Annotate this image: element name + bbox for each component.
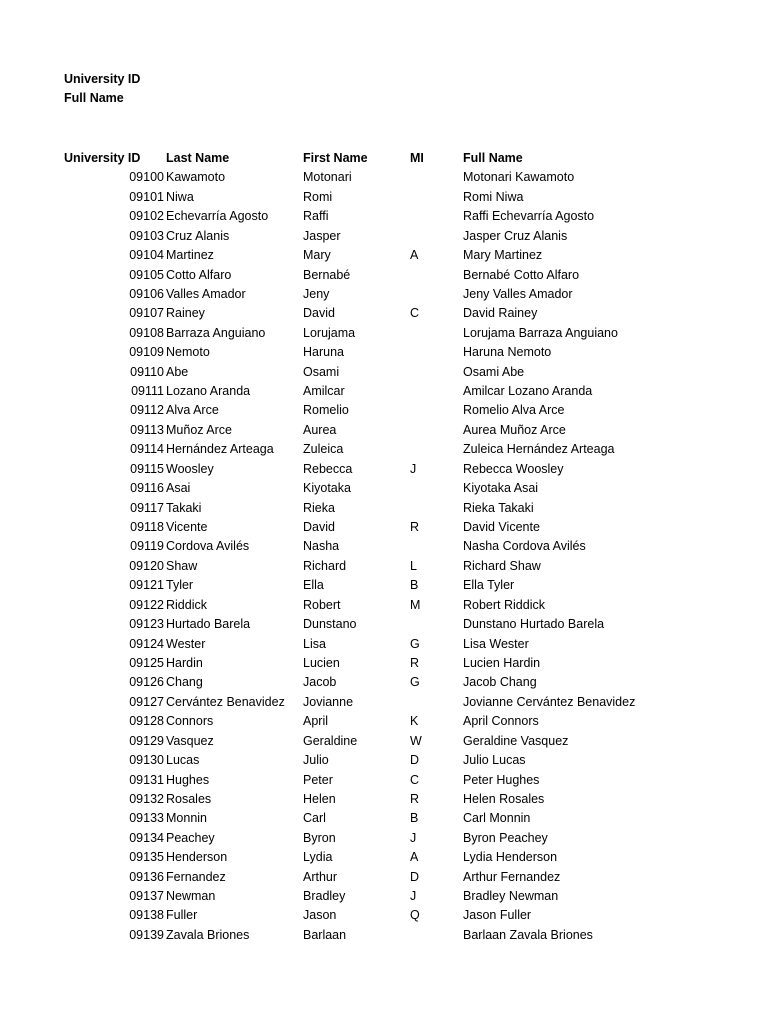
cell-mi: Q (410, 908, 420, 923)
cell-university-id: 09139 (129, 927, 164, 942)
cell-university-id: 09118 (130, 520, 164, 535)
cell-university-id: 09126 (129, 675, 164, 690)
cell-last-name: Cordova Avilés (166, 539, 250, 554)
cell-university-id: 09121 (129, 578, 164, 593)
cell-first-name: Lucien (303, 655, 340, 670)
cell-full-name: Mary Martinez (463, 248, 543, 263)
table-row (64, 887, 744, 906)
cell-full-name: Helen Rosales (463, 791, 545, 806)
cell-mi: W (410, 733, 422, 748)
cell-mi: D (410, 869, 420, 884)
table-row (64, 324, 744, 343)
cell-last-name: Henderson (166, 850, 228, 865)
cell-university-id: 09115 (130, 461, 164, 476)
cell-full-name: April Connors (463, 714, 539, 729)
cell-full-name: Carl Monnin (463, 811, 531, 826)
cell-full-name: Jovianne Cervántez Benavidez (463, 694, 636, 709)
cell-last-name: Fernandez (166, 869, 226, 884)
cell-first-name: Barlaan (303, 927, 347, 942)
cell-last-name: Echevarría Agosto (166, 209, 269, 224)
cell-full-name: Amilcar Lozano Aranda (463, 384, 593, 399)
table-row (64, 343, 744, 362)
cell-last-name: Abe (166, 364, 189, 379)
cell-university-id: 09135 (129, 850, 164, 865)
cell-university-id: 09103 (129, 228, 164, 243)
cell-university-id: 09111 (131, 384, 164, 399)
cell-full-name: Romi Niwa (463, 189, 524, 204)
name-table (64, 149, 744, 945)
table-row (64, 732, 744, 751)
table-row (64, 868, 744, 887)
cell-first-name: Romi (303, 189, 333, 204)
table-row (64, 537, 744, 556)
cell-last-name: Connors (166, 714, 214, 729)
cell-first-name: David (303, 306, 335, 321)
table-row (64, 285, 744, 304)
cell-full-name: Rieka Takaki (463, 500, 534, 515)
cell-full-name: Osami Abe (463, 364, 525, 379)
table-row (64, 557, 744, 576)
cell-first-name: Bradley (303, 889, 346, 904)
cell-university-id: 09113 (130, 422, 164, 437)
cell-university-id: 09116 (130, 481, 164, 496)
cell-first-name: Peter (303, 772, 333, 787)
cell-full-name: Lisa Wester (463, 636, 529, 651)
cell-first-name: Lisa (303, 636, 326, 651)
cell-university-id: 09105 (129, 267, 164, 282)
cell-last-name: Asai (166, 481, 191, 496)
cell-full-name: Bradley Newman (463, 889, 559, 904)
cell-full-name: Rebecca Woosley (463, 461, 564, 476)
cell-mi: M (410, 597, 421, 612)
cell-last-name: Zavala Briones (166, 927, 250, 942)
cell-last-name: Valles Amador (166, 286, 246, 301)
cell-first-name: Rieka (303, 500, 335, 515)
cell-first-name: Rebecca (303, 461, 353, 476)
cell-mi: L (410, 558, 417, 573)
table-row (64, 440, 744, 459)
cell-last-name: Newman (166, 889, 216, 904)
cell-university-id: 09100 (129, 170, 164, 185)
cell-university-id: 09130 (129, 753, 164, 768)
cell-last-name: Barraza Anguiano (166, 325, 266, 340)
table-row (64, 926, 744, 945)
cell-full-name: Nasha Cordova Avilés (463, 539, 586, 554)
table-row (64, 266, 744, 285)
table-row (64, 401, 744, 420)
cell-full-name: Byron Peachey (463, 830, 548, 845)
cell-first-name: Jacob (303, 675, 337, 690)
cell-last-name: Hardin (166, 655, 203, 670)
cell-university-id: 09101 (129, 189, 164, 204)
table-row (64, 460, 744, 479)
cell-last-name: Hughes (166, 772, 210, 787)
cell-university-id: 09127 (129, 694, 164, 709)
cell-mi: J (410, 889, 417, 904)
cell-university-id: 09123 (129, 617, 164, 632)
cell-first-name: David (303, 520, 335, 535)
cell-full-name: Motonari Kawamoto (463, 170, 575, 185)
table-row (64, 906, 744, 925)
cell-university-id: 09129 (129, 733, 164, 748)
cell-last-name: Woosley (166, 461, 214, 476)
cell-full-name: Richard Shaw (463, 558, 541, 573)
table-row (64, 479, 744, 498)
cell-full-name: Robert Riddick (463, 597, 545, 612)
cell-first-name: Amilcar (303, 384, 345, 399)
cell-full-name: Aurea Muñoz Arce (463, 422, 566, 437)
cell-full-name: Jeny Valles Amador (463, 286, 573, 301)
cell-mi: R (410, 791, 420, 806)
cell-first-name: Jasper (303, 228, 341, 243)
cell-mi: C (410, 306, 420, 321)
cell-university-id: 09120 (129, 558, 164, 573)
cell-mi: A (410, 850, 419, 865)
cell-university-id: 09125 (129, 655, 164, 670)
cell-first-name: Zuleica (303, 442, 344, 457)
cell-first-name: Kiyotaka (303, 481, 351, 496)
cell-full-name: Ella Tyler (463, 578, 515, 593)
table-row (64, 188, 744, 207)
cell-last-name: Cruz Alanis (166, 228, 230, 243)
table-row (64, 227, 744, 246)
table-row (64, 615, 744, 634)
cell-mi: C (410, 772, 420, 787)
cell-full-name: Lucien Hardin (463, 655, 541, 670)
cell-university-id: 09108 (129, 325, 164, 340)
cell-first-name: Carl (303, 811, 326, 826)
cell-mi: D (410, 753, 420, 768)
cell-university-id: 09109 (129, 345, 164, 360)
header-first-name: First Name (303, 151, 368, 165)
cell-mi: B (410, 578, 419, 593)
top-label-university-id: University ID (64, 72, 141, 86)
cell-university-id: 09138 (129, 908, 164, 923)
cell-last-name: Vicente (166, 520, 208, 535)
cell-full-name: David Rainey (463, 306, 538, 321)
cell-last-name: Cervántez Benavidez (166, 694, 285, 709)
table-row (64, 363, 744, 382)
cell-first-name: Jason (303, 908, 337, 923)
table-row (64, 751, 744, 770)
cell-first-name: Jovianne (303, 694, 354, 709)
cell-first-name: Raffi (303, 209, 329, 224)
cell-last-name: Shaw (166, 558, 198, 573)
cell-first-name: Arthur (303, 869, 338, 884)
cell-full-name: Kiyotaka Asai (463, 481, 539, 496)
cell-full-name: Arthur Fernandez (463, 869, 561, 884)
cell-mi: J (410, 461, 417, 476)
cell-mi: B (410, 811, 419, 826)
cell-university-id: 09112 (130, 403, 164, 418)
cell-last-name: Rosales (166, 791, 212, 806)
cell-last-name: Lozano Aranda (166, 384, 251, 399)
cell-full-name: Julio Lucas (463, 753, 526, 768)
top-label-full-name: Full Name (64, 91, 124, 105)
cell-full-name: Raffi Echevarría Agosto (463, 209, 595, 224)
table-header-row (64, 149, 744, 168)
cell-first-name: Osami (303, 364, 340, 379)
cell-first-name: Geraldine (303, 733, 358, 748)
table-row (64, 576, 744, 595)
table-row (64, 499, 744, 518)
table-row (64, 673, 744, 692)
cell-university-id: 09110 (130, 364, 164, 379)
cell-full-name: Dunstano Hurtado Barela (463, 617, 605, 632)
cell-university-id: 09122 (129, 597, 164, 612)
cell-university-id: 09102 (129, 209, 164, 224)
cell-full-name: Jacob Chang (463, 675, 537, 690)
header-last-name: Last Name (166, 151, 230, 165)
cell-first-name: Motonari (303, 170, 352, 185)
cell-university-id: 09137 (129, 889, 164, 904)
cell-full-name: Jason Fuller (463, 908, 532, 923)
cell-first-name: Mary (303, 248, 331, 263)
cell-full-name: Geraldine Vasquez (463, 733, 569, 748)
cell-first-name: Lorujama (303, 325, 356, 340)
table-row (64, 829, 744, 848)
table-row (64, 246, 744, 265)
cell-last-name: Peachey (166, 830, 215, 845)
cell-last-name: Kawamoto (166, 170, 226, 185)
cell-first-name: Romelio (303, 403, 349, 418)
cell-full-name: Bernabé Cotto Alfaro (463, 267, 580, 282)
cell-mi: K (410, 714, 419, 729)
cell-mi: J (410, 830, 417, 845)
cell-first-name: Haruna (303, 345, 344, 360)
cell-last-name: Nemoto (166, 345, 210, 360)
table-row (64, 596, 744, 615)
cell-university-id: 09114 (130, 442, 164, 457)
cell-mi: R (410, 655, 420, 670)
cell-university-id: 09134 (129, 830, 164, 845)
cell-last-name: Vasquez (166, 733, 214, 748)
cell-full-name: Haruna Nemoto (463, 345, 552, 360)
cell-first-name: Robert (303, 597, 341, 612)
cell-mi: G (410, 675, 420, 690)
header-full-name: Full Name (463, 151, 523, 165)
cell-first-name: Dunstano (303, 617, 357, 632)
table-row (64, 207, 744, 226)
table-row (64, 654, 744, 673)
cell-last-name: Riddick (166, 597, 207, 612)
cell-first-name: Byron (303, 830, 336, 845)
cell-university-id: 09131 (129, 772, 164, 787)
cell-first-name: Nasha (303, 539, 340, 554)
cell-last-name: Chang (166, 675, 203, 690)
table-row (64, 304, 744, 323)
cell-last-name: Fuller (166, 908, 198, 923)
cell-first-name: Lydia (303, 850, 333, 865)
table-row (64, 848, 744, 867)
cell-university-id: 09128 (129, 714, 164, 729)
cell-university-id: 09132 (129, 791, 164, 806)
cell-first-name: Richard (303, 558, 347, 573)
table-row (64, 809, 744, 828)
cell-mi: A (410, 248, 419, 263)
cell-first-name: Jeny (303, 286, 330, 301)
cell-university-id: 09136 (129, 869, 164, 884)
cell-first-name: Julio (303, 753, 329, 768)
table-row (64, 421, 744, 440)
cell-full-name: Jasper Cruz Alanis (463, 228, 568, 243)
cell-mi: R (410, 520, 420, 535)
table-row (64, 635, 744, 654)
cell-university-id: 09119 (130, 539, 164, 554)
cell-full-name: Romelio Alva Arce (463, 403, 565, 418)
cell-last-name: Lucas (166, 753, 200, 768)
header-university-id: University ID (64, 151, 141, 165)
table-row (64, 771, 744, 790)
cell-university-id: 09104 (129, 248, 164, 263)
cell-first-name: Bernabé (303, 267, 351, 282)
cell-last-name: Cotto Alfaro (166, 267, 232, 282)
cell-last-name: Hurtado Barela (166, 617, 251, 632)
table-row (64, 693, 744, 712)
cell-first-name: Ella (303, 578, 324, 593)
cell-mi: G (410, 636, 420, 651)
cell-last-name: Takaki (166, 500, 202, 515)
cell-first-name: Helen (303, 791, 336, 806)
cell-first-name: April (303, 714, 329, 729)
cell-last-name: Martinez (166, 248, 214, 263)
cell-last-name: Tyler (166, 578, 194, 593)
cell-last-name: Wester (166, 636, 206, 651)
cell-first-name: Aurea (303, 422, 337, 437)
cell-university-id: 09124 (129, 636, 164, 651)
cell-university-id: 09133 (129, 811, 164, 826)
cell-full-name: Barlaan Zavala Briones (463, 927, 593, 942)
table-row (64, 790, 744, 809)
cell-last-name: Alva Arce (166, 403, 219, 418)
table-row (64, 168, 744, 187)
cell-full-name: Lorujama Barraza Anguiano (463, 325, 618, 340)
cell-last-name: Hernández Arteaga (166, 442, 274, 457)
table-row (64, 712, 744, 731)
cell-full-name: Zuleica Hernández Arteaga (463, 442, 615, 457)
cell-last-name: Niwa (166, 189, 194, 204)
cell-university-id: 09106 (129, 286, 164, 301)
cell-last-name: Monnin (166, 811, 207, 826)
cell-university-id: 09107 (129, 306, 164, 321)
cell-full-name: Lydia Henderson (463, 850, 558, 865)
cell-full-name: Peter Hughes (463, 772, 540, 787)
table-row (64, 518, 744, 537)
table-row (64, 382, 744, 401)
cell-university-id: 09117 (130, 500, 164, 515)
header-mi: MI (410, 151, 424, 165)
cell-last-name: Rainey (166, 306, 205, 321)
cell-full-name: David Vicente (463, 520, 540, 535)
cell-last-name: Muñoz Arce (166, 422, 233, 437)
